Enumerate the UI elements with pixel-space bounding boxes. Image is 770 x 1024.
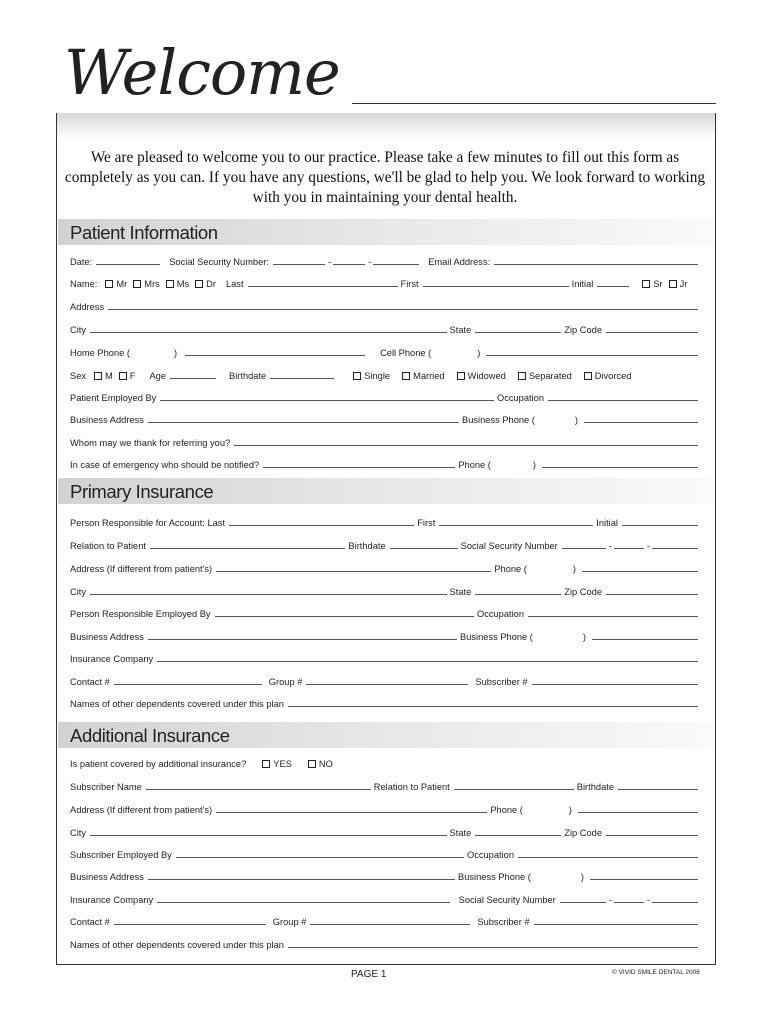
email-field[interactable] [494, 264, 698, 265]
sex-f-checkbox[interactable] [119, 372, 127, 380]
city-label: City [70, 325, 87, 335]
state-label: State [449, 587, 472, 597]
birthdate-label: Birthdate [229, 371, 267, 381]
subscriber-field[interactable] [532, 684, 698, 685]
phone-label: Phone ( [494, 564, 527, 574]
widowed-checkbox[interactable] [457, 372, 465, 380]
occupation-field[interactable] [528, 616, 698, 617]
birthdate-field[interactable] [270, 378, 334, 379]
primary-insurance-header [58, 478, 714, 504]
state-field[interactable] [475, 835, 561, 836]
separated-checkbox[interactable] [518, 372, 526, 380]
ssn-field-2[interactable] [614, 548, 644, 549]
initial-label: Initial [571, 279, 594, 289]
single-label: Single [364, 371, 391, 381]
birthdate-label: Birthdate [348, 541, 386, 551]
contact-label: Contact # [70, 917, 110, 927]
row-sex-age [70, 367, 701, 381]
contact-field[interactable] [114, 924, 266, 925]
emergency-phone-field[interactable] [542, 467, 698, 468]
row-address: Address (If different from patient's) Phone ( ) [70, 560, 701, 574]
row-insurance-company: Insurance Company Social Security Number - - [70, 891, 701, 905]
address-field[interactable] [216, 812, 487, 813]
section-title: Patient Information [70, 222, 218, 243]
contact-field[interactable] [114, 684, 262, 685]
row-city [70, 321, 701, 335]
group-field[interactable] [306, 684, 468, 685]
first-label: First [417, 518, 436, 528]
ssn-field-2[interactable] [614, 902, 644, 903]
ssn-label: Social Security Number [458, 895, 556, 905]
responsible-initial-field[interactable] [622, 525, 698, 526]
business-phone-field[interactable] [592, 639, 698, 640]
occupation-label: Occupation [476, 609, 524, 619]
patient-info-header [58, 219, 714, 245]
birthdate-label: Birthdate [576, 782, 614, 792]
row-covered [70, 755, 701, 769]
business-address-field[interactable] [148, 879, 455, 880]
mr-label: Mr [116, 279, 128, 289]
phone-field[interactable] [578, 812, 698, 813]
email-label: Email Address: [428, 257, 491, 267]
subscriber-name-label: Subscriber Name [70, 782, 142, 792]
cell-phone-label: Cell Phone ( [380, 348, 432, 358]
state-field[interactable] [475, 594, 561, 595]
widowed-label: Widowed [467, 371, 506, 381]
row-employed [70, 389, 701, 403]
page-number: PAGE 1 [351, 969, 387, 980]
city-label: City [70, 587, 87, 597]
emergency-label: In case of emergency who should be notified? [70, 460, 260, 470]
group-field[interactable] [310, 924, 470, 925]
subscriber-name-field[interactable] [146, 789, 371, 790]
welcome-title: Welcome [64, 36, 340, 109]
single-checkbox[interactable] [353, 372, 361, 380]
name-label: Name: [70, 279, 98, 289]
sr-label: Sr [653, 279, 663, 289]
yes-label: YES [273, 759, 292, 769]
subscriber-field[interactable] [534, 924, 698, 925]
section-title: Additional Insurance [70, 725, 230, 746]
intro-text: We are pleased to welcome you to our practice. Please take a few minutes to fill out this form as completely as you can. If you have any questions, we'll be glad to help you. We look forward to working with you in maintaining your dental health. [64, 149, 706, 206]
home-phone-label: Home Phone ( [70, 348, 130, 358]
home-phone-field[interactable] [185, 355, 365, 356]
ssn-field-3[interactable] [652, 548, 698, 549]
business-phone-field[interactable] [584, 422, 698, 423]
f-label: F [129, 371, 136, 381]
row-city [70, 583, 701, 597]
occupation-field[interactable] [518, 857, 698, 858]
m-label: M [105, 371, 113, 381]
phone-label: Phone ( [490, 805, 523, 815]
divorced-label: Divorced [594, 371, 632, 381]
mrs-checkbox[interactable] [133, 280, 141, 288]
date-label: Date: [70, 257, 93, 267]
age-label: Age [149, 371, 167, 381]
subscriber-label: Subscriber # [475, 677, 528, 687]
dr-label: Dr [206, 279, 216, 289]
group-label: Group # [268, 677, 303, 687]
row-phones: Home Phone ( ) Cell Phone ( ) [70, 344, 701, 358]
covered-label: Is patient covered by additional insurance? [70, 759, 247, 769]
row-contact [70, 673, 701, 687]
relation-label: Relation to Patient [373, 782, 450, 792]
married-label: Married [413, 371, 445, 381]
insurance-company-label: Insurance Company [70, 895, 154, 905]
copyright: © VIVID SMILE DENTAL 2006 [612, 969, 700, 976]
no-checkbox[interactable] [308, 760, 316, 768]
business-phone-field[interactable] [590, 879, 698, 880]
birthdate-field[interactable] [390, 548, 458, 549]
row-name [70, 275, 701, 289]
insurance-company-label: Insurance Company [70, 654, 154, 664]
mr-checkbox[interactable] [105, 280, 113, 288]
address-label: Address (If different from patient's) [70, 564, 213, 574]
sex-m-checkbox[interactable] [94, 372, 102, 380]
insurance-company-field[interactable] [157, 661, 698, 662]
relation-field[interactable] [454, 789, 574, 790]
ms-label: Ms [176, 279, 190, 289]
city-field[interactable] [90, 835, 447, 836]
employed-by-label: Person Responsible Employed By [70, 609, 211, 619]
age-field[interactable] [170, 378, 216, 379]
zip-label: Zip Code [564, 325, 602, 335]
row-employed [70, 846, 701, 860]
ssn-field-3[interactable] [652, 902, 698, 903]
referral-field[interactable] [234, 445, 698, 446]
dependents-label: Names of other dependents covered under this plan [70, 699, 284, 709]
ssn-field-2[interactable] [333, 264, 365, 265]
row-dependents [70, 936, 701, 950]
ssn-field-3[interactable] [373, 264, 419, 265]
ssn-label: Social Security Number [460, 541, 558, 551]
business-address-label: Business Address [70, 872, 144, 882]
responsible-last-field[interactable] [229, 525, 414, 526]
business-address-field[interactable] [148, 422, 459, 423]
first-label: First [400, 279, 419, 289]
relation-label: Relation to Patient [70, 541, 146, 551]
address-field[interactable] [216, 571, 491, 572]
zip-label: Zip Code [564, 828, 602, 838]
phone-field[interactable] [582, 571, 698, 572]
emergency-phone-label: Phone ( [458, 460, 491, 470]
sex-label: Sex [70, 371, 87, 381]
yes-checkbox[interactable] [262, 760, 270, 768]
business-address-label: Business Address [70, 415, 144, 425]
business-address-field[interactable] [148, 639, 457, 640]
zip-field[interactable] [606, 332, 698, 333]
no-label: NO [318, 759, 333, 769]
row-subscriber [70, 778, 701, 792]
row-address: Address (If different from patient's) Phone ( ) [70, 801, 701, 815]
ssn-field-1[interactable] [560, 902, 606, 903]
zip-field[interactable] [606, 594, 698, 595]
city-field[interactable] [90, 594, 447, 595]
state-label: State [449, 828, 472, 838]
city-label: City [70, 828, 87, 838]
state-field[interactable] [475, 332, 561, 333]
address-label: Address [70, 302, 105, 312]
address-field[interactable] [108, 309, 698, 310]
mrs-label: Mrs [144, 279, 160, 289]
row-business: Business Address Business Phone ( ) [70, 411, 701, 425]
occupation-field[interactable] [548, 400, 698, 401]
business-phone-label: Business Phone ( [458, 872, 531, 882]
subscriber-label: Subscriber # [477, 917, 530, 927]
row-business: Business Address Business Phone ( ) [70, 868, 701, 882]
relation-field[interactable] [150, 548, 345, 549]
row-dependents [70, 695, 701, 709]
employed-by-field[interactable] [176, 857, 464, 858]
row-responsible [70, 514, 701, 528]
row-contact [70, 913, 701, 927]
occupation-label: Occupation [466, 850, 514, 860]
business-address-label: Business Address [70, 632, 144, 642]
emergency-field[interactable] [263, 467, 455, 468]
row-relation: Relation to Patient Birthdate Social Security Number - - [70, 537, 701, 551]
section-title: Primary Insurance [70, 481, 214, 502]
additional-insurance-header [58, 722, 714, 748]
jr-checkbox[interactable] [669, 280, 677, 288]
last-name-field[interactable] [248, 286, 398, 287]
occupation-label: Occupation [496, 393, 544, 403]
jr-label: Jr [679, 279, 688, 289]
row-employed [70, 605, 701, 619]
contact-label: Contact # [70, 677, 110, 687]
address-label: Address (If different from patient's) [70, 805, 213, 815]
employed-by-label: Subscriber Employed By [70, 850, 172, 860]
initial-label: Initial [596, 518, 618, 528]
responsible-first-field[interactable] [439, 525, 593, 526]
dependents-label: Names of other dependents covered under this plan [70, 940, 284, 950]
state-label: State [449, 325, 472, 335]
ssn-field-1[interactable] [273, 264, 325, 265]
married-checkbox[interactable] [402, 372, 410, 380]
dr-checkbox[interactable] [195, 280, 203, 288]
employed-by-label: Patient Employed By [70, 393, 157, 403]
employed-by-field[interactable] [215, 616, 474, 617]
ssn-field-1[interactable] [562, 548, 606, 549]
business-phone-label: Business Phone ( [462, 415, 535, 425]
row-referral [70, 434, 701, 448]
date-field[interactable] [96, 264, 160, 265]
zip-label: Zip Code [564, 587, 602, 597]
divorced-checkbox[interactable] [584, 372, 592, 380]
last-label: Last [225, 279, 244, 289]
title-rule [352, 103, 716, 104]
dependents-field[interactable] [288, 947, 698, 948]
separated-label: Separated [528, 371, 572, 381]
ms-checkbox[interactable] [166, 280, 174, 288]
city-field[interactable] [90, 332, 447, 333]
employed-by-field[interactable] [160, 400, 494, 401]
insurance-company-field[interactable] [157, 902, 449, 903]
row-business: Business Address Business Phone ( ) [70, 628, 701, 642]
initial-field[interactable] [597, 286, 629, 287]
cell-phone-field[interactable] [486, 355, 698, 356]
responsible-label: Person Responsible for Account: Last [70, 518, 226, 528]
row-insurance-company [70, 650, 701, 664]
business-phone-label: Business Phone ( [460, 632, 533, 642]
group-label: Group # [272, 917, 307, 927]
referral-label: Whom may we thank for referring you? [70, 438, 231, 448]
row-address [70, 298, 701, 312]
sr-checkbox[interactable] [642, 280, 650, 288]
first-name-field[interactable] [423, 286, 569, 287]
dependents-field[interactable] [288, 706, 698, 707]
birthdate-field[interactable] [618, 789, 698, 790]
ssn-label: Social Security Number: [169, 257, 269, 267]
zip-field[interactable] [606, 835, 698, 836]
row-emergency: In case of emergency who should be notified? Phone ( ) [70, 456, 701, 470]
row-date-ssn-email: Date: Social Security Number: - - Email Address: [70, 253, 701, 267]
row-city [70, 824, 701, 838]
